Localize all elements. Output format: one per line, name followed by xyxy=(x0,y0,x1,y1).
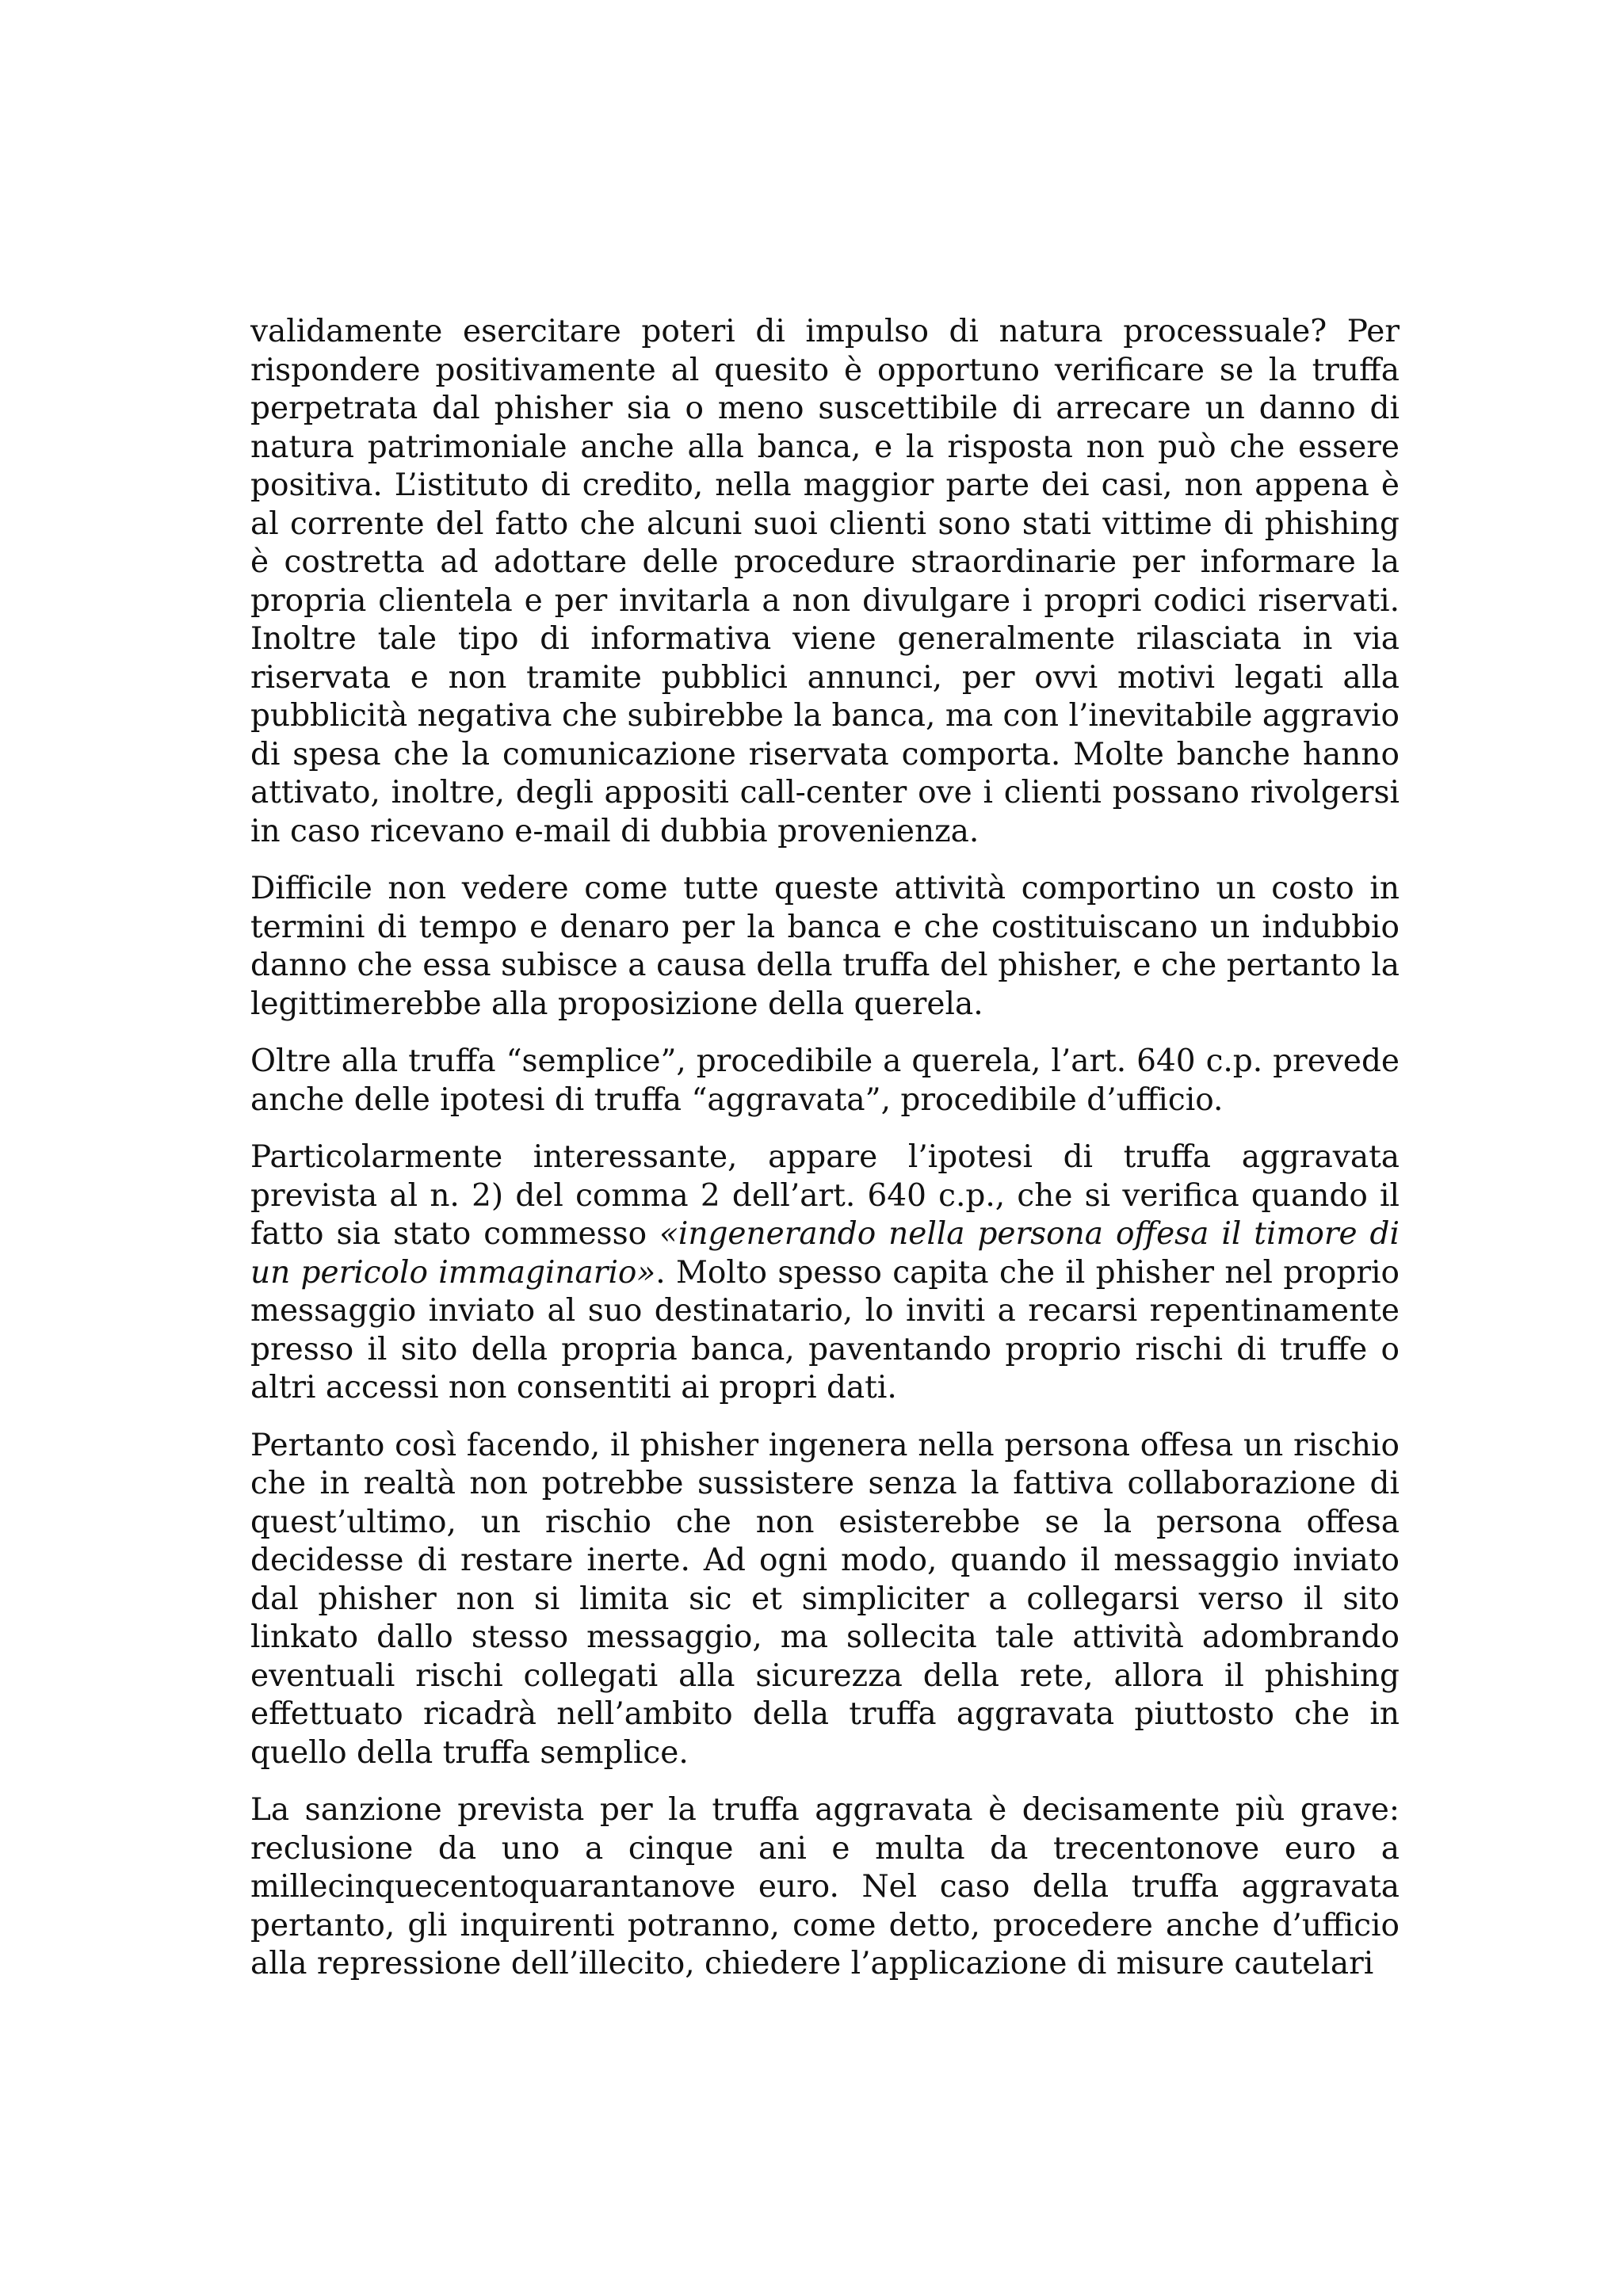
paragraph-3: Oltre alla truffa “semplice”, procedibile a querela, l’art. 640 c.p. prevede anche delle ipotesi di truffa “aggravata”, procedibile d’ufficio. xyxy=(250,1043,1400,1118)
legal-quote: «ingenerando nella persona offesa il timore di un pericolo immaginario» xyxy=(250,1216,1400,1291)
paragraph-4-tail: . Molto spesso capita che il phisher nel proprio messaggio inviato al suo destinatario, lo inviti a recarsi repentinamente presso il sito della propria banca, paventando proprio rischi di truffe o altri accessi non consentiti ai propri dati. xyxy=(250,1254,1400,1405)
paragraph-4 xyxy=(250,1138,1400,1408)
paragraph-5: Pertanto così facendo, il phisher ingenera nella persona offesa un rischio che in realtà non potrebbe sussistere senza la fattiva collaborazione di quest’ultimo, un rischio che non esisterebbe se la persona offesa decidesse di restare inerte. Ad ogni modo, quando il messaggio inviato dal phisher non si limita sic et simpliciter a collegarsi verso il sito linkato dallo stesso messaggio, ma sollecita tale attività adombrando eventuali rischi collegati alla sicurezza della rete, allora il phishing effettuato ricadrà nell’ambito della truffa aggravata piuttosto che in quello della truffa semplice. xyxy=(250,1427,1400,1771)
paragraph-2: Difficile non vedere come tutte queste attività comportino un costo in termini di tempo e denaro per la banca e che costituiscano un indubbio danno che essa subisce a causa della truffa del phisher, e che pertanto la legittimerebbe alla proposizione della querela. xyxy=(250,871,1400,1022)
paragraph-4-lead: Particolarmente interessante, appare l’ipotesi di truffa aggravata prevista al n. 2) del comma 2 dell’art. 640 c.p., che si verifica quando il fatto sia stato commesso xyxy=(250,1139,1400,1252)
paragraph-1: validamente esercitare poteri di impulso di natura processuale? Per rispondere positivamente al quesito è opportuno verificare se la truffa perpetrata dal phisher sia o meno suscettibile di arrecare un danno di natura patrimoniale anche alla banca, e la risposta non può che essere positiva. L’istituto di credito, nella maggior parte dei casi, non appena è al corrente del fatto che alcuni suoi clienti sono stati vittime di phishing è costretta ad adottare delle procedure straordinarie per informare la propria clientela e per invitarla a non divulgare i propri codici riservati. Inoltre tale tipo di informativa viene generalmente rilasciata in via riservata e non tramite pubblici annunci, per ovvi motivi legati alla pubblicità negativa che subirebbe la banca, ma con l’inevitabile aggravio di spesa che la comunicazione riservata comporta. Molte banche hanno attivato, inoltre, degli appositi call-center ove i clienti possano rivolgersi in caso ricevano e-mail di dubbia provenienza. xyxy=(250,314,1400,849)
paragraph-6: La sanzione prevista per la truffa aggravata è decisamente più grave: reclusione da uno a cinque ani e multa da trecentonove euro a millecinquecentoquarantanove euro. Nel caso della truffa aggravata pertanto, gli inquirenti potranno, come detto, procedere anche d’ufficio alla repressione dell’illecito, chiedere l’applicazione di misure cautelari xyxy=(250,1792,1400,1981)
body-text xyxy=(250,313,1400,2003)
